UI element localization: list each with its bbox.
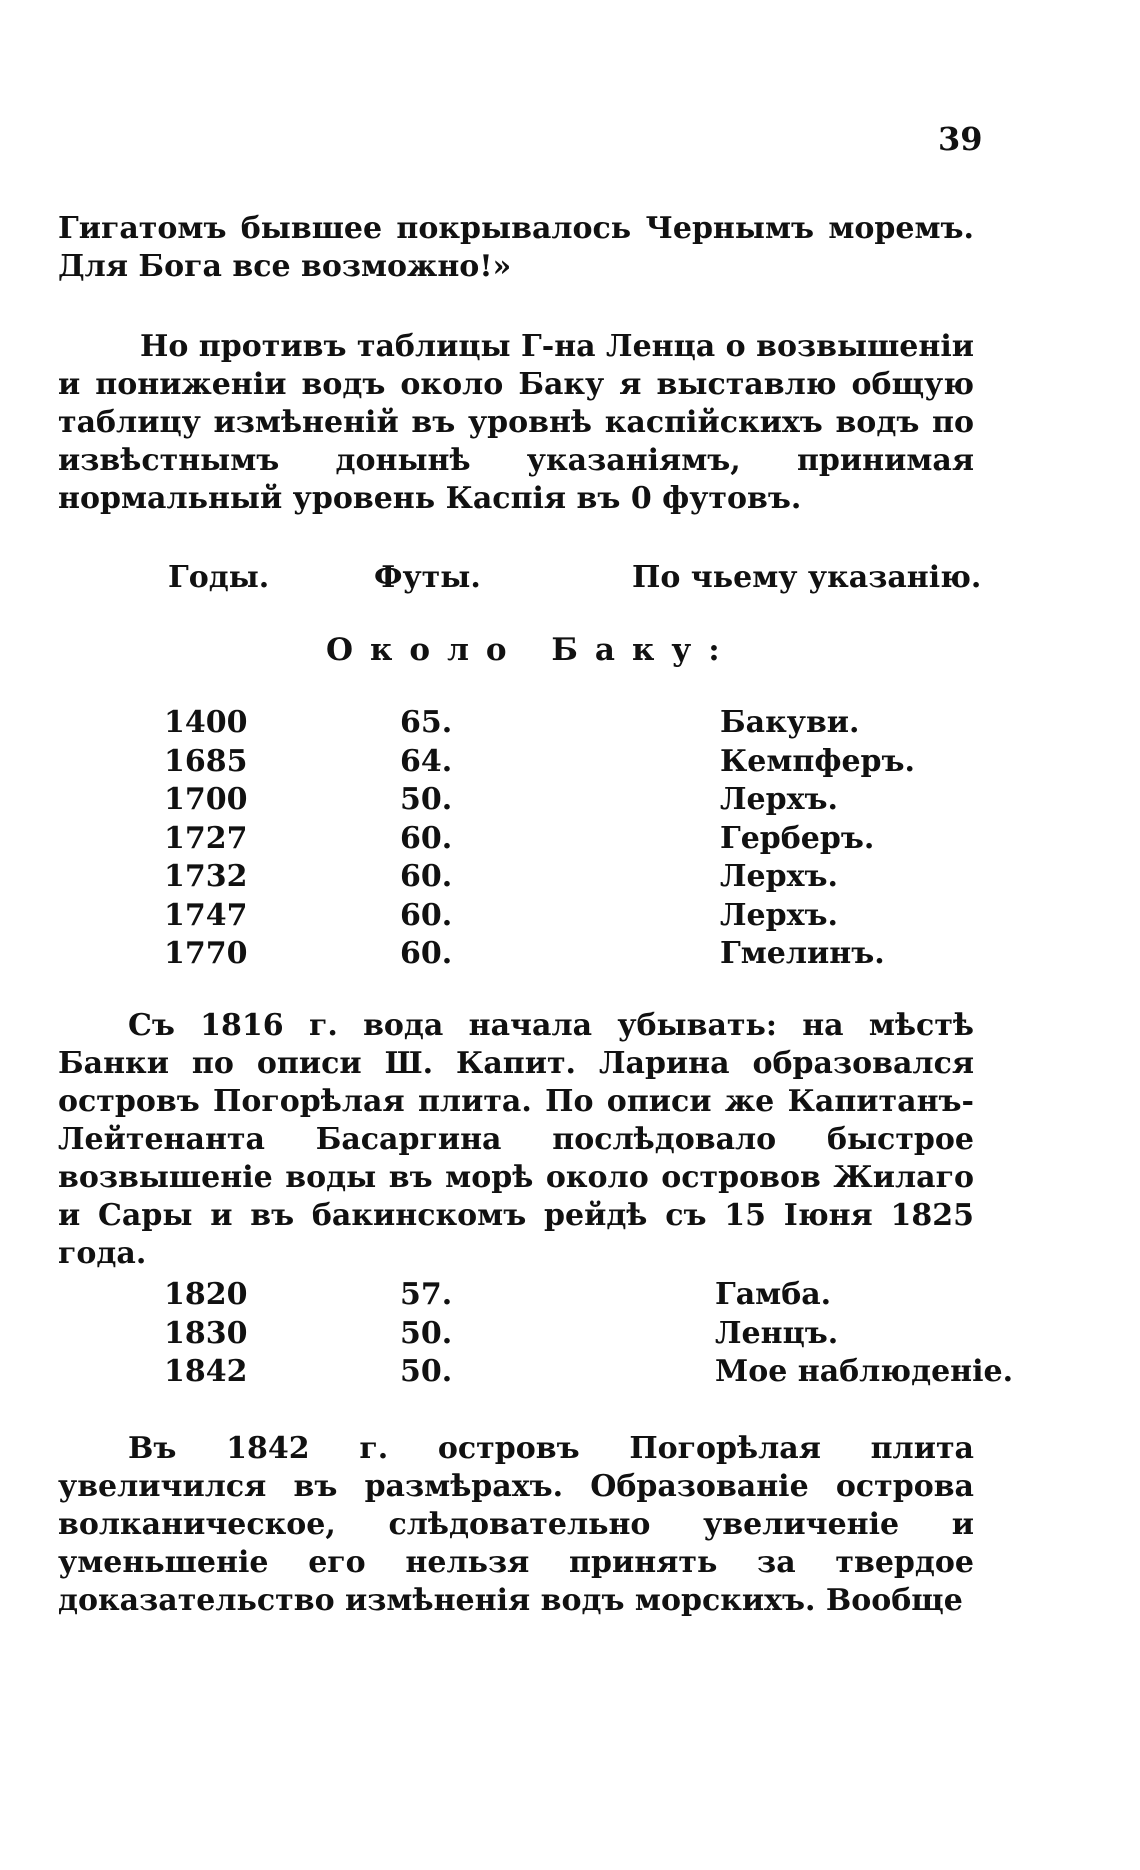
source-cell: Лерхъ. [720,782,838,817]
year-cell: 1830 [164,1315,248,1351]
page-number: 39 [938,120,983,158]
feet-cell: 60. [400,936,453,971]
feet-cell: 50. [400,1315,453,1351]
year-cell: 1727 [164,820,248,856]
source-cell: Герберъ. [720,820,875,856]
source-cell: Мое наблюденіе. [715,1354,1014,1389]
source-cell: Гамба. [715,1277,832,1312]
source-cell: Лерхъ. [720,859,838,894]
feet-cell: 60. [400,820,453,856]
paragraph-intro: Гигатомъ бывшее покрывалось Чернымъ моремъ. Для Бога все возможно!» [58,211,974,284]
feet-cell: 50. [400,782,453,817]
year-cell: 1770 [164,936,248,971]
source-cell: Ленцъ. [715,1315,839,1351]
year-cell: 1700 [164,782,248,817]
year-cell: 1400 [164,705,248,740]
paragraph-1816: Съ 1816 г. вода начала убывать: на мѣстѣ Банки по описи Ш. Капит. Ларина образовался островъ Погорѣлая плита. По описи же Капитанъ-Лейтенанта Басаргина послѣдовало быстрое возвышеніе воды въ морѣ около островов Жилаго и Сары и въ бакинскомъ рейдѣ съ 15 Іюня 1825 года. [58,1008,974,1271]
source-cell: Гмелинъ. [720,936,885,971]
column-header-feet: Футы. [374,560,481,595]
feet-cell: 64. [400,743,453,779]
paragraph-1842: Въ 1842 г. островъ Погорѣлая плита увеличился въ размѣрахъ. Образованіе острова волканическое, слѣдовательно увеличеніе и уменьшеніе его нельзя принять за твердое доказательство измѣненія водъ морскихъ. Вообще [58,1431,974,1618]
section-label-baku: Около Баку: [326,632,737,668]
year-cell: 1685 [164,743,248,779]
feet-cell: 57. [400,1277,453,1312]
year-cell: 1747 [164,897,248,933]
feet-cell: 65. [400,705,453,740]
column-header-source: По чьему указанію. [632,560,982,595]
feet-cell: 50. [400,1354,453,1389]
feet-cell: 60. [400,859,453,894]
year-cell: 1732 [164,859,248,894]
feet-cell: 60. [400,897,453,933]
year-cell: 1820 [164,1277,248,1312]
source-cell: Лерхъ. [720,897,838,933]
column-header-years: Годы. [168,560,270,595]
year-cell: 1842 [164,1354,248,1389]
source-cell: Бакуви. [720,705,860,740]
paragraph-table-intro: Но противъ таблицы Г-на Ленца о возвышеніи и пониженіи водъ около Баку я выставлю общую таблицу измѣненій въ уровнѣ каспійскихъ водъ по извѣстнымъ донынѣ указаніямъ, принимая нормальный уровень Каспія въ 0 футовъ. [58,329,974,516]
source-cell: Кемпферъ. [720,743,915,779]
